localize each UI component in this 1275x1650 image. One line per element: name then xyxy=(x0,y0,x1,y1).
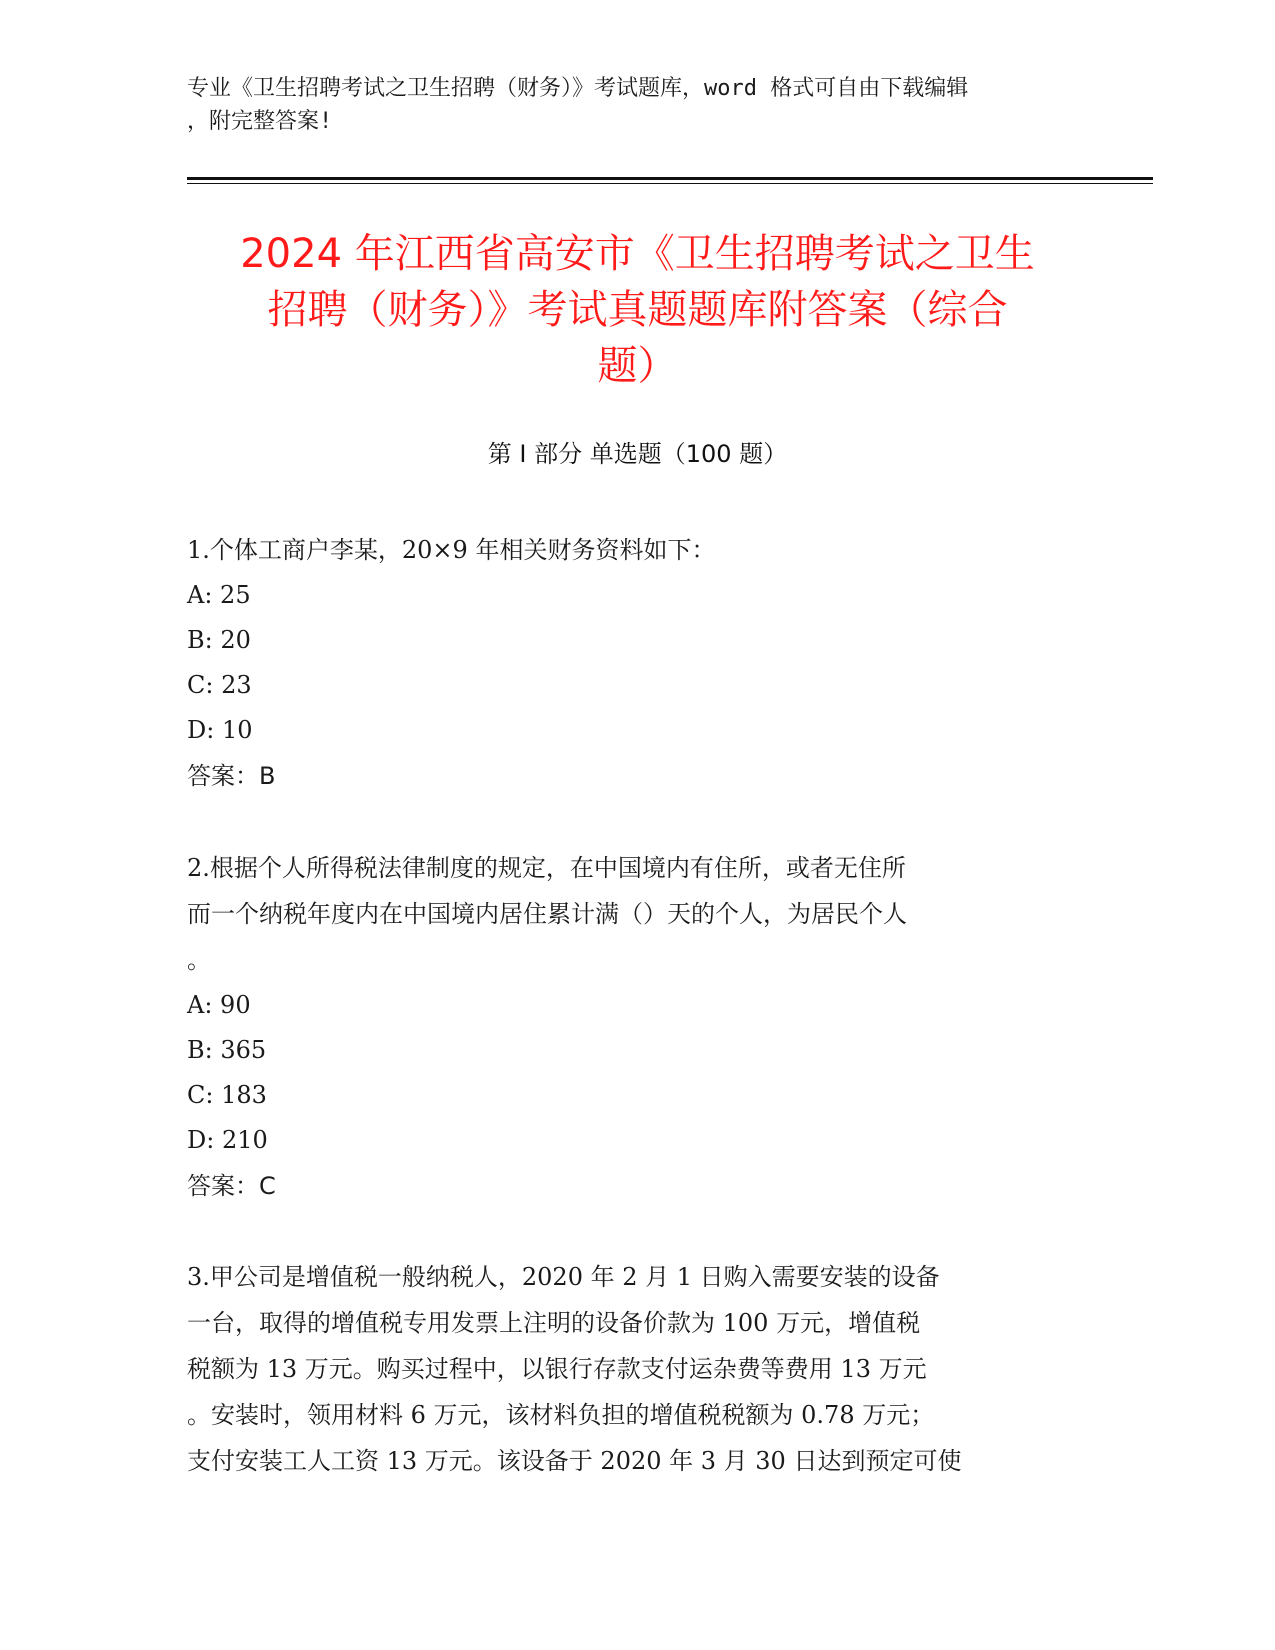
section-title: 第 I 部分 单选题（100 题） xyxy=(487,440,788,468)
question-3-stem-line-4: 。安装时，领用材料 6 万元，该材料负担的增值税税额为 0.78 万元； xyxy=(187,1401,935,1429)
question-2-option-c: C: 183 xyxy=(187,1081,267,1109)
document-title-line-1: 2024 年江西省高安市《卫生招聘考试之卫生 xyxy=(240,231,1035,277)
question-1-option-a: A: 25 xyxy=(187,581,251,609)
question-2-answer: 答案：C xyxy=(187,1172,276,1200)
document-title-line-3: 题） xyxy=(597,343,678,389)
question-2-stem-line-1: 2.根据个人所得税法律制度的规定，在中国境内有住所，或者无住所 xyxy=(187,854,906,882)
question-2-option-a: A: 90 xyxy=(187,991,251,1019)
question-2 xyxy=(187,845,1067,1209)
question-1 xyxy=(187,527,1067,799)
question-3-stem-line-5: 支付安装工人工资 13 万元。该设备于 2020 年 3 月 30 日达到预定可使 xyxy=(187,1447,962,1475)
document-title xyxy=(180,226,1095,394)
question-3-stem-line-1: 3.甲公司是增值税一般纳税人，2020 年 2 月 1 日购入需要安装的设备 xyxy=(187,1263,940,1291)
question-3-stem-line-2: 一台，取得的增值税专用发票上注明的设备价款为 100 万元，增值税 xyxy=(187,1309,921,1337)
question-3-stem-line-3: 税额为 13 万元。购买过程中，以银行存款支付运杂费等费用 13 万元 xyxy=(187,1355,927,1383)
question-1-option-b: B: 20 xyxy=(187,626,251,654)
question-2-option-b: B: 365 xyxy=(187,1036,267,1064)
question-2-stem-line-2: 而一个纳税年度内在中国境内居住累计满（）天的个人，为居民个人 xyxy=(187,900,907,928)
header-note xyxy=(187,72,1067,138)
question-1-answer: 答案：B xyxy=(187,762,276,790)
header-rule-thin xyxy=(187,183,1153,184)
question-2-stem-line-3: 。 xyxy=(187,946,211,974)
question-1-option-c: C: 23 xyxy=(187,671,252,699)
question-2-option-d: D: 210 xyxy=(187,1126,268,1154)
header-note-line-2: ，附完整答案! xyxy=(187,109,333,134)
header-note-line-1: 专业《卫生招聘考试之卫生招聘（财务）》考试题库，word 格式可自由下载编辑 xyxy=(187,76,969,101)
document-title-line-2: 招聘（财务）》考试真题题库附答案（综合 xyxy=(267,287,1008,333)
question-1-option-d: D: 10 xyxy=(187,716,253,744)
question-3 xyxy=(187,1254,1067,1484)
question-1-stem: 1.个体工商户李某，20×9 年相关财务资料如下： xyxy=(187,536,716,564)
header-rule-thick xyxy=(187,177,1153,180)
